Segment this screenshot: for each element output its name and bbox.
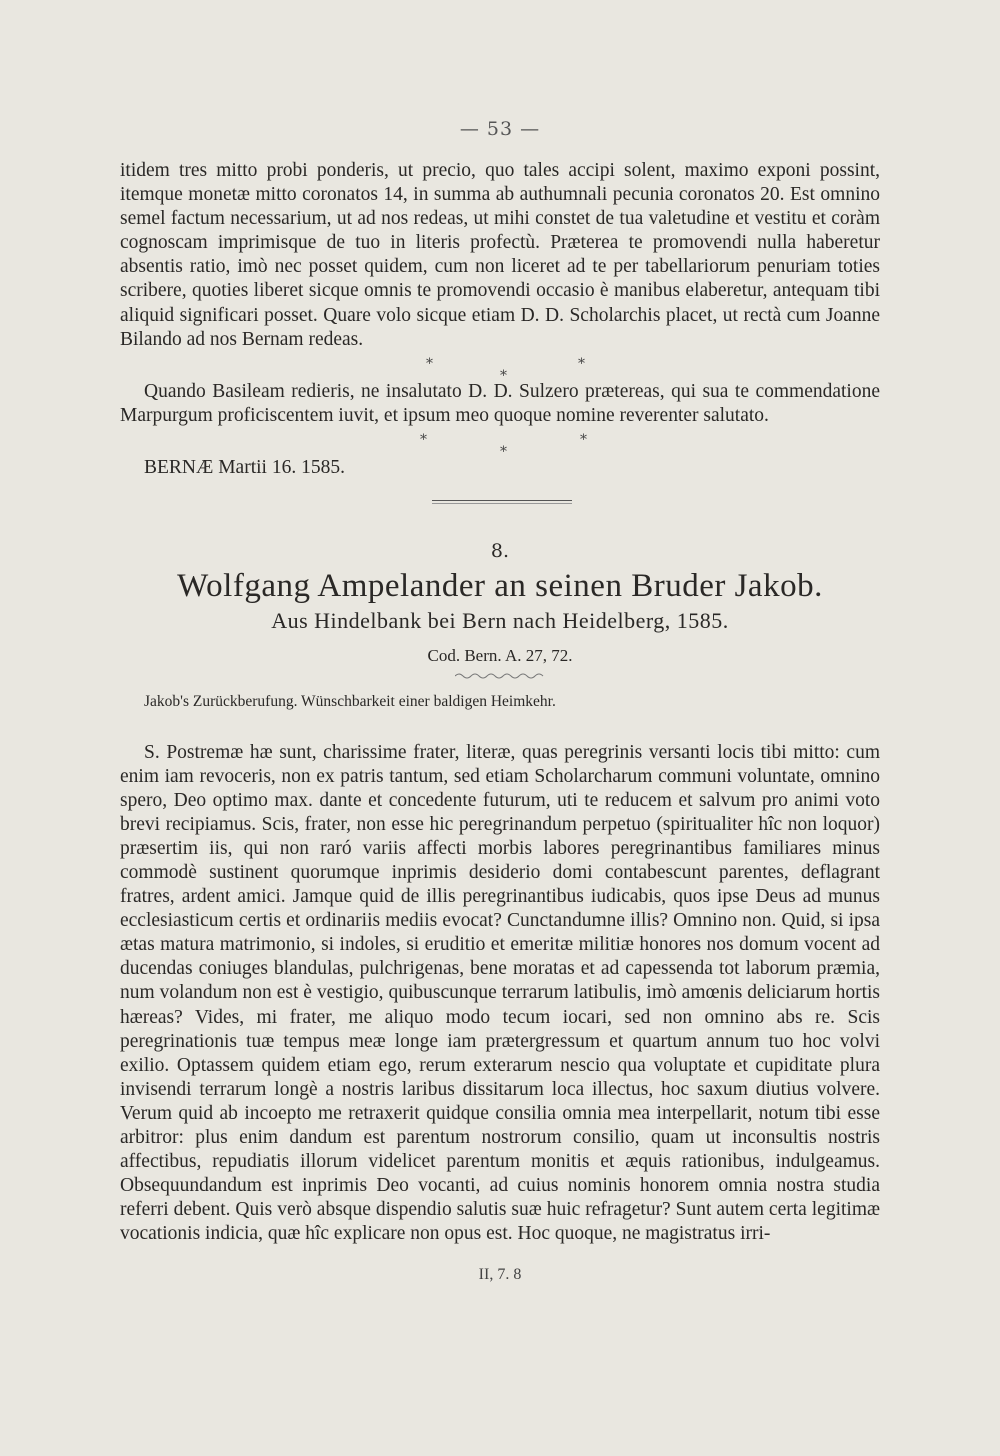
letter-number: 8. <box>490 540 510 562</box>
star-mark: * <box>426 356 433 372</box>
letter-body-text: S. Postremæ hæ sunt, charissime frater, literæ, quas peregrinis versanti locis tibi mitto: cum enim iam revoceris, non ex patris tantum, sed etiam Scholarcharum communi voluntate, omnino spero, Deo optimo max. dante et concedente futurum, uti te reducem et salvum pro animi voto brevi recipiamus. Scis, frater, non esse hic peregrinandum perpetuo (spiritualiter hîc non loquor) præsertim iis, qui non raró variis affecti morbis labores peregrinantibus familiares minus commodè sustinent quorumque inprimis desiderio domi contabescunt parentes, deflagrant fratres, ardent amici. Jamque quid de illis peregrinantibus iudicabis, quos ipse Deus ad munus ecclesiasticum certis et ordinariis mediis evocat? Cunctandumne illis? Omnino non. Quid, si ipsa ætas matura matrimonio, si indoles, si eruditio et emeritæ militiæ honores nos domum vocent ad ducendas coniuges blandulas, pulchrigenas, bene moratas et ad capessenda tot laborum præmia, num volandum non est è vestigio, quibuscunque terrarum latibulis, imò amœnis deliciarum hortis hæreas? Vides, mi frater, me aliquo modo tecum iocari, sed non omnino abs re. Scis peregrinationis tuæ tempus meæ longe iam prætergressum et quartum annum tuo hoc volvi exilio. Optassem quidem etiam ego, rerum exterarum nescio qua voluptate et cupiditate plura invisendi terrarum longè a nostris laribus dissitarum loca illectus, hoc saxum diutius volvere. Verum quid ab incoepto me retraxerit quidque consilia omnia mea interpellarit, notum tibi esse arbitror: plus enim dandum est parentum nostrorum consilio, quam ut inconsultis nostris affectibus, repudiatis illorum videlicet parentum monitis et æquis rationibus, indulgeamus. Obsequundandum est inprimis Deo vocanti, ad cuius nominis honorem omnia nostra studia referri debent. Quis verò absque dispendio salutis suæ huic refragetur? Sunt autem certa legitimæ vocationis indicia, quæ hîc explicare non opus est. Hoc quoque, ne magistratus irri- <box>120 742 880 1244</box>
postscript-text: Quando Basileam redieris, ne insalutato D. D. Sulzero prætereas, qui sua te commendatione Marpurgum proficiscentem iuvit, et ipsum meo quoque nomine reverenter salutato. <box>120 381 880 427</box>
signature-mark: II, 7. 8 <box>478 1266 522 1283</box>
paragraph-postscript <box>120 380 880 428</box>
star-mark: * <box>580 432 587 448</box>
wavy-underline <box>455 672 545 680</box>
separator-stars <box>400 430 600 458</box>
letter-body <box>120 741 880 1246</box>
letter-source: Cod. Bern. A. 27, 72. <box>427 646 573 665</box>
paragraph-continuation: itidem tres mitto probi ponderis, ut precio, quo tales accipi solent, maximo exponi possint, itemque monetæ mitto coronatos 14, in summa ab authumnali pecunia coronatos 20. Est omnino semel factum necessarium, ut ad nos redeas, ut mihi constet de tua valetudine et vestitu et coràm cognoscam imprimisque de tuo in literis profectù. Præterea te promovendi nulla haberetur absentis ratio, imò nec posset quidem, cum non liceret ad te per tabellariorum penuriam toties scribere, quoties liberet sicque omnis te promovendi occasio è manibus elaberetur, antequam tibi aliquid significari posset. Quare volo sicque etiam D. D. Scholarchis placet, ut rectà cum Joanne Bilando ad nos Bernam redeas. <box>120 160 880 350</box>
letter-summary: Jakob's Zurückberufung. Wünschbarkeit einer baldigen Heimkehr. <box>144 693 556 710</box>
separator-stars <box>400 354 600 382</box>
star-mark: * <box>420 432 427 448</box>
letter-route: Aus Hindelbank bei Bern nach Heidelberg, 1585. <box>271 608 729 633</box>
page-number: — 53 — <box>459 118 541 140</box>
star-mark: * <box>578 356 585 372</box>
section-divider <box>432 500 572 504</box>
letter-signoff: BERNÆ Martii 16. 1585. <box>144 457 345 478</box>
letter-title: Wolfgang Ampelander an seinen Bruder Jakob. <box>177 568 823 604</box>
star-mark: * <box>500 444 507 460</box>
star-mark: * <box>500 368 507 384</box>
